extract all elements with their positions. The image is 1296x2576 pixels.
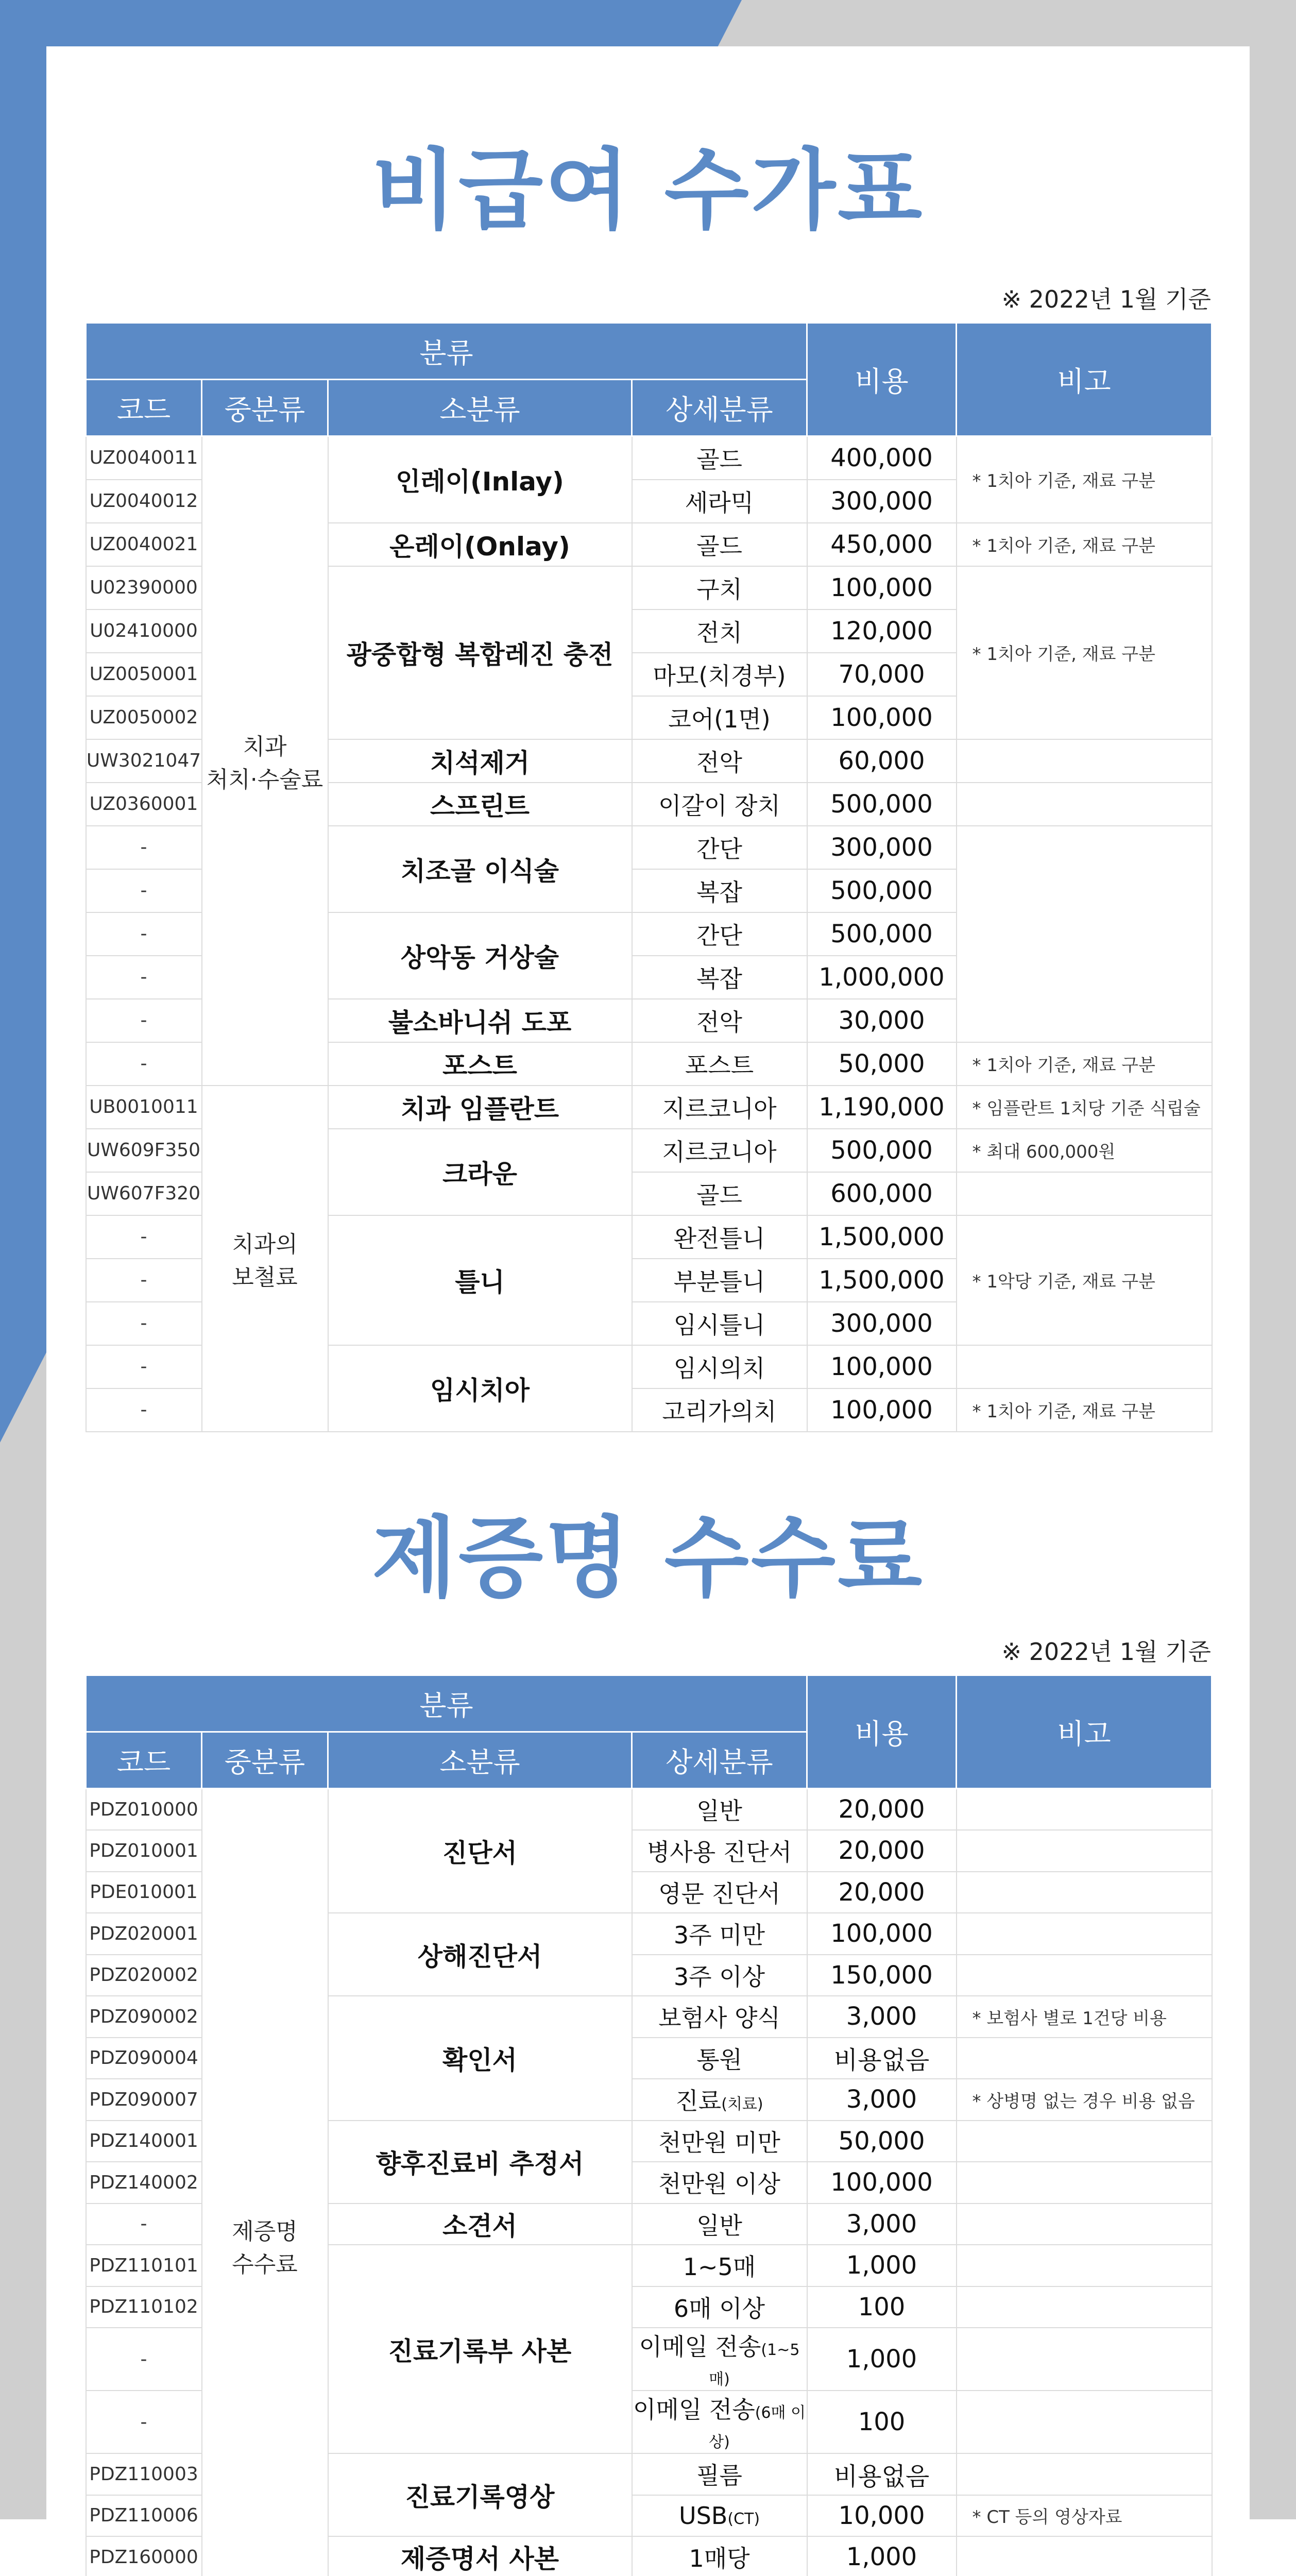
code-cell: PDE010001 — [86, 1872, 202, 1913]
detail-cell — [632, 1955, 807, 1996]
note-cell: * 최대 600,000원 — [957, 1129, 1212, 1172]
code-cell: UZ0040021 — [86, 523, 202, 566]
header-cost: 비용 — [807, 323, 957, 436]
note-cell — [957, 826, 1212, 1042]
note-cell — [957, 783, 1212, 826]
header-detail: 상세분류 — [632, 1732, 807, 1789]
detail-cell: 세라믹 — [632, 480, 807, 523]
note-cell: * 상병명 없는 경우 비용 없음 — [957, 2079, 1212, 2121]
cost-cell: 150,000 — [807, 1955, 957, 1996]
header-group: 분류 — [86, 323, 807, 380]
sub-category-cell: 포스트 — [328, 1042, 632, 1086]
detail-qualifier: (치료) — [721, 2095, 763, 2114]
detail-cell: 지르코니아 — [632, 1086, 807, 1129]
note-cell — [957, 1789, 1212, 1831]
cost-cell: 1,190,000 — [807, 1086, 957, 1129]
cost-cell: 50,000 — [807, 1042, 957, 1086]
note-cell — [957, 2391, 1212, 2453]
header-sub: 소분류 — [328, 380, 632, 436]
sub-category-cell: 확인서 — [328, 1996, 632, 2121]
sub-category-cell: 상해진단서 — [328, 1913, 632, 1996]
detail-text: 진료 — [675, 2087, 722, 2115]
sub-category-cell: 불소바니쉬 도포 — [328, 999, 632, 1042]
detail-cell: 완전틀니 — [632, 1215, 807, 1259]
sub-category-cell: 크라운 — [328, 1129, 632, 1215]
code-cell: UZ0050001 — [86, 653, 202, 696]
cost-cell: 500,000 — [807, 783, 957, 826]
detail-text: 일반 — [696, 2211, 742, 2240]
header-code: 코드 — [86, 1732, 202, 1789]
table2-body — [86, 1789, 1212, 2576]
sub-category-cell: 상악동 거상술 — [328, 912, 632, 999]
detail-cell: 임시틀니 — [632, 1302, 807, 1345]
table1-title: 비급여 수가표 — [371, 140, 925, 242]
header-group: 분류 — [86, 1675, 807, 1732]
code-cell: - — [86, 956, 202, 999]
detail-cell — [632, 1830, 807, 1872]
header-note: 비고 — [957, 323, 1212, 436]
detail-qualifier: (1~5매) — [709, 2341, 800, 2388]
detail-cell: 마모(치경부) — [632, 653, 807, 696]
detail-qualifier: (CT) — [727, 2510, 760, 2528]
cost-cell: 300,000 — [807, 480, 957, 523]
code-cell: PDZ140002 — [86, 2162, 202, 2204]
detail-cell: 구치 — [632, 566, 807, 609]
note-cell: * CT 등의 영상자료 — [957, 2495, 1212, 2537]
table-row — [86, 1086, 1212, 1129]
detail-cell: 복잡 — [632, 956, 807, 999]
detail-cell — [632, 2453, 807, 2495]
code-cell: PDZ110006 — [86, 2495, 202, 2537]
code-cell: - — [86, 1259, 202, 1302]
sub-category-cell: 진료기록영상 — [328, 2453, 632, 2536]
header-detail: 상세분류 — [632, 380, 807, 436]
table-row — [86, 1789, 1212, 1831]
code-cell: PDZ160000 — [86, 2536, 202, 2576]
code-cell: - — [86, 1388, 202, 1432]
code-cell: PDZ010001 — [86, 1830, 202, 1872]
cost-cell: 1,500,000 — [807, 1259, 957, 1302]
detail-cell: 전악 — [632, 739, 807, 783]
cost-cell: 20,000 — [807, 1830, 957, 1872]
sub-category-cell: 치석제거 — [328, 739, 632, 783]
detail-text: 천만원 이상 — [658, 2170, 780, 2198]
note-cell — [957, 2204, 1212, 2245]
detail-cell — [632, 2286, 807, 2328]
noncovered-fee-table — [85, 322, 1213, 1432]
detail-qualifier: (6매 이상) — [709, 2404, 806, 2451]
code-cell: PDZ020001 — [86, 1913, 202, 1955]
sub-category-cell: 향후진료비 추정서 — [328, 2121, 632, 2204]
note-cell: * 1악당 기준, 재료 구분 — [957, 1215, 1212, 1345]
detail-cell: 코어(1면) — [632, 696, 807, 739]
cost-cell: 30,000 — [807, 999, 957, 1042]
code-cell: - — [86, 912, 202, 956]
sub-category-cell: 제증명서 사본 — [328, 2536, 632, 2576]
header-code: 코드 — [86, 380, 202, 436]
sub-category-cell: 온레이(Onlay) — [328, 523, 632, 566]
detail-cell: 전치 — [632, 609, 807, 653]
note-cell: * 1치아 기준, 재료 구분 — [957, 1042, 1212, 1086]
sub-category-cell: 진단서 — [328, 1789, 632, 1913]
code-cell: UZ0360001 — [86, 783, 202, 826]
detail-text: 보험사 양식 — [658, 2004, 780, 2032]
detail-text: 3주 미만 — [673, 1921, 765, 1950]
cost-cell: 100,000 — [807, 1388, 957, 1432]
code-cell: - — [86, 1215, 202, 1259]
detail-cell: 전악 — [632, 999, 807, 1042]
detail-cell: 골드 — [632, 436, 807, 480]
header-note: 비고 — [957, 1675, 1212, 1789]
detail-text: 1~5매 — [683, 2253, 756, 2281]
detail-cell — [632, 1913, 807, 1955]
note-cell — [957, 1872, 1212, 1913]
code-cell: PDZ110101 — [86, 2245, 202, 2286]
note-cell: * 보험사 별로 1건당 비용 — [957, 1996, 1212, 2038]
detail-cell — [632, 2328, 807, 2391]
note-cell: * 임플란트 1치당 기준 식립술 — [957, 1086, 1212, 1129]
detail-text: USB — [678, 2501, 728, 2530]
sub-category-cell: 틀니 — [328, 1215, 632, 1345]
code-cell: PDZ090007 — [86, 2079, 202, 2121]
detail-cell — [632, 2245, 807, 2286]
code-cell: PDZ090004 — [86, 2038, 202, 2079]
table2-title: 제증명 수수료 — [371, 1507, 925, 1609]
note-cell — [957, 2328, 1212, 2391]
detail-cell: 간단 — [632, 826, 807, 869]
cost-cell: 3,000 — [807, 1996, 957, 2038]
note-cell — [957, 1913, 1212, 1955]
cost-cell: 1,000 — [807, 2536, 957, 2576]
detail-cell — [632, 1872, 807, 1913]
detail-cell — [632, 2204, 807, 2245]
detail-text: 이메일 전송 — [633, 2396, 755, 2424]
code-cell: U02410000 — [86, 609, 202, 653]
note-cell: * 1치아 기준, 재료 구분 — [957, 523, 1212, 566]
detail-text: 일반 — [696, 1797, 742, 1825]
cost-cell: 600,000 — [807, 1172, 957, 1215]
code-cell: PDZ020002 — [86, 1955, 202, 1996]
note-cell: * 1치아 기준, 재료 구분 — [957, 566, 1212, 739]
code-cell: UW607F320 — [86, 1172, 202, 1215]
detail-cell — [632, 2038, 807, 2079]
header-sub: 소분류 — [328, 1732, 632, 1789]
code-cell: PDZ140001 — [86, 2121, 202, 2162]
code-cell: UZ0050002 — [86, 696, 202, 739]
code-cell: - — [86, 1345, 202, 1388]
table1-date: ※ 2022년 1월 기준 — [1001, 285, 1211, 313]
code-cell: U02390000 — [86, 566, 202, 609]
detail-text: 통원 — [696, 2045, 742, 2074]
cost-cell: 500,000 — [807, 912, 957, 956]
note-cell — [957, 2038, 1212, 2079]
detail-text: 필름 — [696, 2462, 742, 2490]
detail-text: 천만원 미만 — [658, 2128, 780, 2157]
code-cell: UB0010011 — [86, 1086, 202, 1129]
detail-cell: 임시의치 — [632, 1345, 807, 1388]
cost-cell: 20,000 — [807, 1872, 957, 1913]
table-row — [86, 436, 1212, 480]
header-mid: 중분류 — [202, 380, 328, 436]
mid-category-cell: 치과 처치·수술료 — [202, 436, 328, 1086]
note-cell — [957, 2245, 1212, 2286]
detail-cell — [632, 2079, 807, 2121]
certificate-fee-table — [85, 1674, 1213, 2576]
detail-cell: 복잡 — [632, 869, 807, 912]
note-cell — [957, 1955, 1212, 1996]
code-cell: UZ0040011 — [86, 436, 202, 480]
cost-cell: 3,000 — [807, 2079, 957, 2121]
cost-cell: 100,000 — [807, 566, 957, 609]
detail-cell: 골드 — [632, 1172, 807, 1215]
detail-cell — [632, 2121, 807, 2162]
sub-category-cell: 진료기록부 사본 — [328, 2245, 632, 2453]
cost-cell: 70,000 — [807, 653, 957, 696]
detail-cell: 포스트 — [632, 1042, 807, 1086]
detail-cell: 간단 — [632, 912, 807, 956]
code-cell: - — [86, 826, 202, 869]
cost-cell: 10,000 — [807, 2495, 957, 2537]
cost-cell: 400,000 — [807, 436, 957, 480]
cost-cell: 500,000 — [807, 1129, 957, 1172]
detail-text: 6매 이상 — [673, 2294, 765, 2323]
detail-cell: 이갈이 장치 — [632, 783, 807, 826]
cost-cell: 3,000 — [807, 2204, 957, 2245]
code-cell: - — [86, 869, 202, 912]
code-cell: - — [86, 2391, 202, 2453]
note-cell — [957, 2162, 1212, 2204]
cost-cell: 500,000 — [807, 869, 957, 912]
code-cell: - — [86, 999, 202, 1042]
cost-cell: 20,000 — [807, 1789, 957, 1831]
note-cell — [957, 1172, 1212, 1215]
cost-cell: 1,000,000 — [807, 956, 957, 999]
cost-cell: 100 — [807, 2391, 957, 2453]
code-cell: PDZ010000 — [86, 1789, 202, 1831]
sub-category-cell: 치조골 이식술 — [328, 826, 632, 912]
cost-cell: 비용없음 — [807, 2038, 957, 2079]
code-cell: PDZ110102 — [86, 2286, 202, 2328]
note-cell — [957, 1830, 1212, 1872]
detail-cell — [632, 1996, 807, 2038]
cost-cell: 60,000 — [807, 739, 957, 783]
code-cell: PDZ090002 — [86, 1996, 202, 2038]
mid-category-cell: 치과의 보철료 — [202, 1086, 328, 1432]
detail-cell: 지르코니아 — [632, 1129, 807, 1172]
code-cell: - — [86, 2204, 202, 2245]
code-cell: PDZ110003 — [86, 2453, 202, 2495]
sub-category-cell: 광중합형 복합레진 충전 — [328, 566, 632, 739]
header-mid: 중분류 — [202, 1732, 328, 1789]
detail-text: 영문 진단서 — [658, 1879, 780, 1908]
cost-cell: 100 — [807, 2286, 957, 2328]
table2-date: ※ 2022년 1월 기준 — [1001, 1638, 1211, 1666]
mid-category-cell: 제증명 수수료 — [202, 1789, 328, 2576]
note-cell: * 1치아 기준, 재료 구분 — [957, 1388, 1212, 1432]
detail-cell — [632, 2391, 807, 2453]
note-cell — [957, 739, 1212, 783]
code-cell: UW609F350 — [86, 1129, 202, 1172]
sub-category-cell: 임시치아 — [328, 1345, 632, 1432]
sub-category-cell: 스프린트 — [328, 783, 632, 826]
detail-text: 1매당 — [689, 2545, 750, 2573]
detail-cell — [632, 2495, 807, 2537]
code-cell: - — [86, 1042, 202, 1086]
code-cell: UZ0040012 — [86, 480, 202, 523]
sub-category-cell: 인레이(Inlay) — [328, 436, 632, 523]
cost-cell: 1,000 — [807, 2328, 957, 2391]
detail-cell: 고리가의치 — [632, 1388, 807, 1432]
cost-cell: 120,000 — [807, 609, 957, 653]
cost-cell: 100,000 — [807, 1913, 957, 1955]
header-cost: 비용 — [807, 1675, 957, 1789]
note-cell — [957, 2536, 1212, 2576]
note-cell — [957, 1345, 1212, 1388]
cost-cell: 100,000 — [807, 1345, 957, 1388]
sub-category-cell: 소견서 — [328, 2204, 632, 2245]
detail-text: 3주 이상 — [673, 1962, 765, 1991]
cost-cell: 100,000 — [807, 2162, 957, 2204]
table1-body — [86, 436, 1212, 1432]
cost-cell: 비용없음 — [807, 2453, 957, 2495]
cost-cell: 100,000 — [807, 696, 957, 739]
code-cell: - — [86, 1302, 202, 1345]
detail-cell: 부분틀니 — [632, 1259, 807, 1302]
detail-cell — [632, 2536, 807, 2576]
note-cell — [957, 2286, 1212, 2328]
detail-cell — [632, 2162, 807, 2204]
note-cell — [957, 2453, 1212, 2495]
sub-category-cell: 치과 임플란트 — [328, 1086, 632, 1129]
cost-cell: 300,000 — [807, 826, 957, 869]
detail-cell: 골드 — [632, 523, 807, 566]
cost-cell: 450,000 — [807, 523, 957, 566]
code-cell: UW3021047 — [86, 739, 202, 783]
code-cell: - — [86, 2328, 202, 2391]
note-cell — [957, 2121, 1212, 2162]
detail-text: 병사용 진단서 — [646, 1838, 792, 1867]
cost-cell: 300,000 — [807, 1302, 957, 1345]
cost-cell: 1,000 — [807, 2245, 957, 2286]
cost-cell: 1,500,000 — [807, 1215, 957, 1259]
note-cell: * 1치아 기준, 재료 구분 — [957, 436, 1212, 523]
detail-text: 이메일 전송 — [639, 2333, 761, 2361]
detail-cell — [632, 1789, 807, 1831]
cost-cell: 50,000 — [807, 2121, 957, 2162]
